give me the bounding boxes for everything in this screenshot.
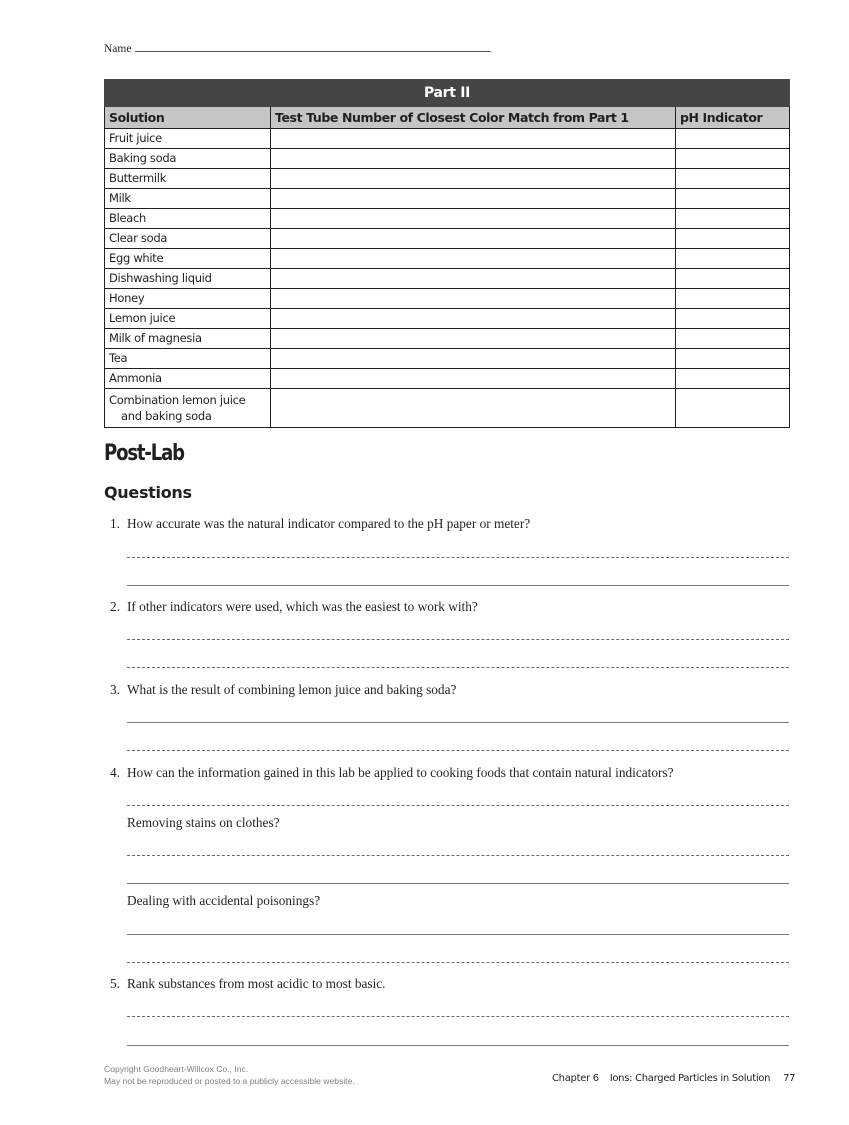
question-text: How accurate was the natural indicator compared to the pH paper or meter?	[127, 516, 531, 531]
test-tube-cell[interactable]	[271, 369, 676, 389]
ph-cell[interactable]	[676, 129, 790, 149]
test-tube-cell[interactable]	[271, 129, 676, 149]
solution-cell: Tea	[105, 349, 271, 369]
page-number: 77	[783, 1073, 796, 1084]
ph-cell[interactable]	[676, 369, 790, 389]
answer-line[interactable]	[127, 639, 789, 640]
solution-cell: Egg white	[105, 249, 271, 269]
question-number: 3.	[110, 682, 120, 697]
ph-cell[interactable]	[676, 389, 790, 428]
ph-cell[interactable]	[676, 169, 790, 189]
answer-line[interactable]	[127, 962, 789, 963]
answer-line[interactable]	[127, 855, 789, 856]
question-number: 1.	[110, 516, 120, 531]
ph-cell[interactable]	[676, 189, 790, 209]
answer-line[interactable]	[127, 585, 789, 586]
solution-cell: Milk of magnesia	[105, 329, 271, 349]
copyright-line-1: Copyright Goodheart-Willcox Co., Inc.	[104, 1064, 249, 1074]
page-footer	[552, 1073, 795, 1084]
name-label: Name	[104, 43, 132, 55]
ph-cell[interactable]	[676, 349, 790, 369]
table-row	[105, 189, 790, 209]
solution-cell: Buttermilk	[105, 169, 271, 189]
solution-cell	[105, 389, 271, 428]
ph-cell[interactable]	[676, 209, 790, 229]
answer-line[interactable]	[127, 750, 789, 751]
solution-line-2: and baking soda	[121, 409, 212, 423]
table-row	[105, 349, 790, 369]
answer-line[interactable]	[127, 1016, 789, 1017]
answer-line[interactable]	[127, 557, 789, 558]
table-title: Part II	[105, 80, 790, 107]
table-row	[105, 249, 790, 269]
question-number: 5.	[110, 976, 120, 991]
test-tube-cell[interactable]	[271, 229, 676, 249]
ph-cell[interactable]	[676, 309, 790, 329]
test-tube-cell[interactable]	[271, 309, 676, 329]
question-number: 2.	[110, 599, 120, 614]
column-header-ph-indicator: pH Indicator	[676, 107, 790, 129]
test-tube-cell[interactable]	[271, 269, 676, 289]
solution-cell: Honey	[105, 289, 271, 309]
test-tube-cell[interactable]	[271, 289, 676, 309]
answer-line[interactable]	[127, 883, 789, 884]
table-row	[105, 229, 790, 249]
question-text: If other indicators were used, which was the easiest to work with?	[127, 599, 478, 614]
question-text: How can the information gained in this lab be applied to cooking foods that contain natural indicators?	[127, 765, 674, 780]
copyright-notice	[104, 1063, 355, 1087]
test-tube-cell[interactable]	[271, 249, 676, 269]
table-row	[105, 169, 790, 189]
test-tube-cell[interactable]	[271, 149, 676, 169]
solution-cell: Lemon juice	[105, 309, 271, 329]
answer-line[interactable]	[127, 934, 789, 935]
chapter-label: Chapter 6	[552, 1073, 599, 1084]
table-row	[105, 129, 790, 149]
table-row	[105, 329, 790, 349]
test-tube-cell[interactable]	[271, 189, 676, 209]
table-row	[105, 149, 790, 169]
solution-cell: Baking soda	[105, 149, 271, 169]
chapter-title: Ions: Charged Particles in Solution	[609, 1073, 771, 1084]
solution-cell: Ammonia	[105, 369, 271, 389]
name-blank-line[interactable]	[135, 42, 491, 52]
solution-cell: Bleach	[105, 209, 271, 229]
solution-line-1: Combination lemon juice	[109, 393, 246, 407]
table-row	[105, 209, 790, 229]
solution-cell: Milk	[105, 189, 271, 209]
ph-cell[interactable]	[676, 289, 790, 309]
part-ii-table	[104, 79, 790, 428]
answer-line[interactable]	[127, 1045, 789, 1046]
table-row	[105, 269, 790, 289]
table-row	[105, 369, 790, 389]
sub-prompt-poisonings: Dealing with accidental poisonings?	[127, 893, 321, 908]
solution-cell: Fruit juice	[105, 129, 271, 149]
post-lab-heading: Post-Lab	[104, 441, 184, 466]
test-tube-cell[interactable]	[271, 329, 676, 349]
ph-cell[interactable]	[676, 149, 790, 169]
sub-prompt-stains: Removing stains on clothes?	[127, 815, 280, 830]
copyright-line-2: May not be reproduced or posted to a publicly accessible website.	[104, 1076, 355, 1086]
solution-cell: Clear soda	[105, 229, 271, 249]
question-text: Rank substances from most acidic to most basic.	[127, 976, 386, 991]
column-header-test-tube: Test Tube Number of Closest Color Match from Part 1	[271, 107, 676, 129]
answer-line[interactable]	[127, 722, 789, 723]
column-header-solution: Solution	[105, 107, 271, 129]
solution-cell: Dishwashing liquid	[105, 269, 271, 289]
test-tube-cell[interactable]	[271, 349, 676, 369]
questions-heading: Questions	[104, 483, 192, 502]
ph-cell[interactable]	[676, 329, 790, 349]
test-tube-cell[interactable]	[271, 169, 676, 189]
question-text: What is the result of combining lemon juice and baking soda?	[127, 682, 457, 697]
table-row	[105, 289, 790, 309]
test-tube-cell[interactable]	[271, 209, 676, 229]
ph-cell[interactable]	[676, 229, 790, 249]
answer-line[interactable]	[127, 805, 789, 806]
name-field	[104, 42, 491, 55]
ph-cell[interactable]	[676, 269, 790, 289]
table-row	[105, 389, 790, 428]
answer-line[interactable]	[127, 667, 789, 668]
question-number: 4.	[110, 765, 120, 780]
ph-cell[interactable]	[676, 249, 790, 269]
test-tube-cell[interactable]	[271, 389, 676, 428]
table-row	[105, 309, 790, 329]
